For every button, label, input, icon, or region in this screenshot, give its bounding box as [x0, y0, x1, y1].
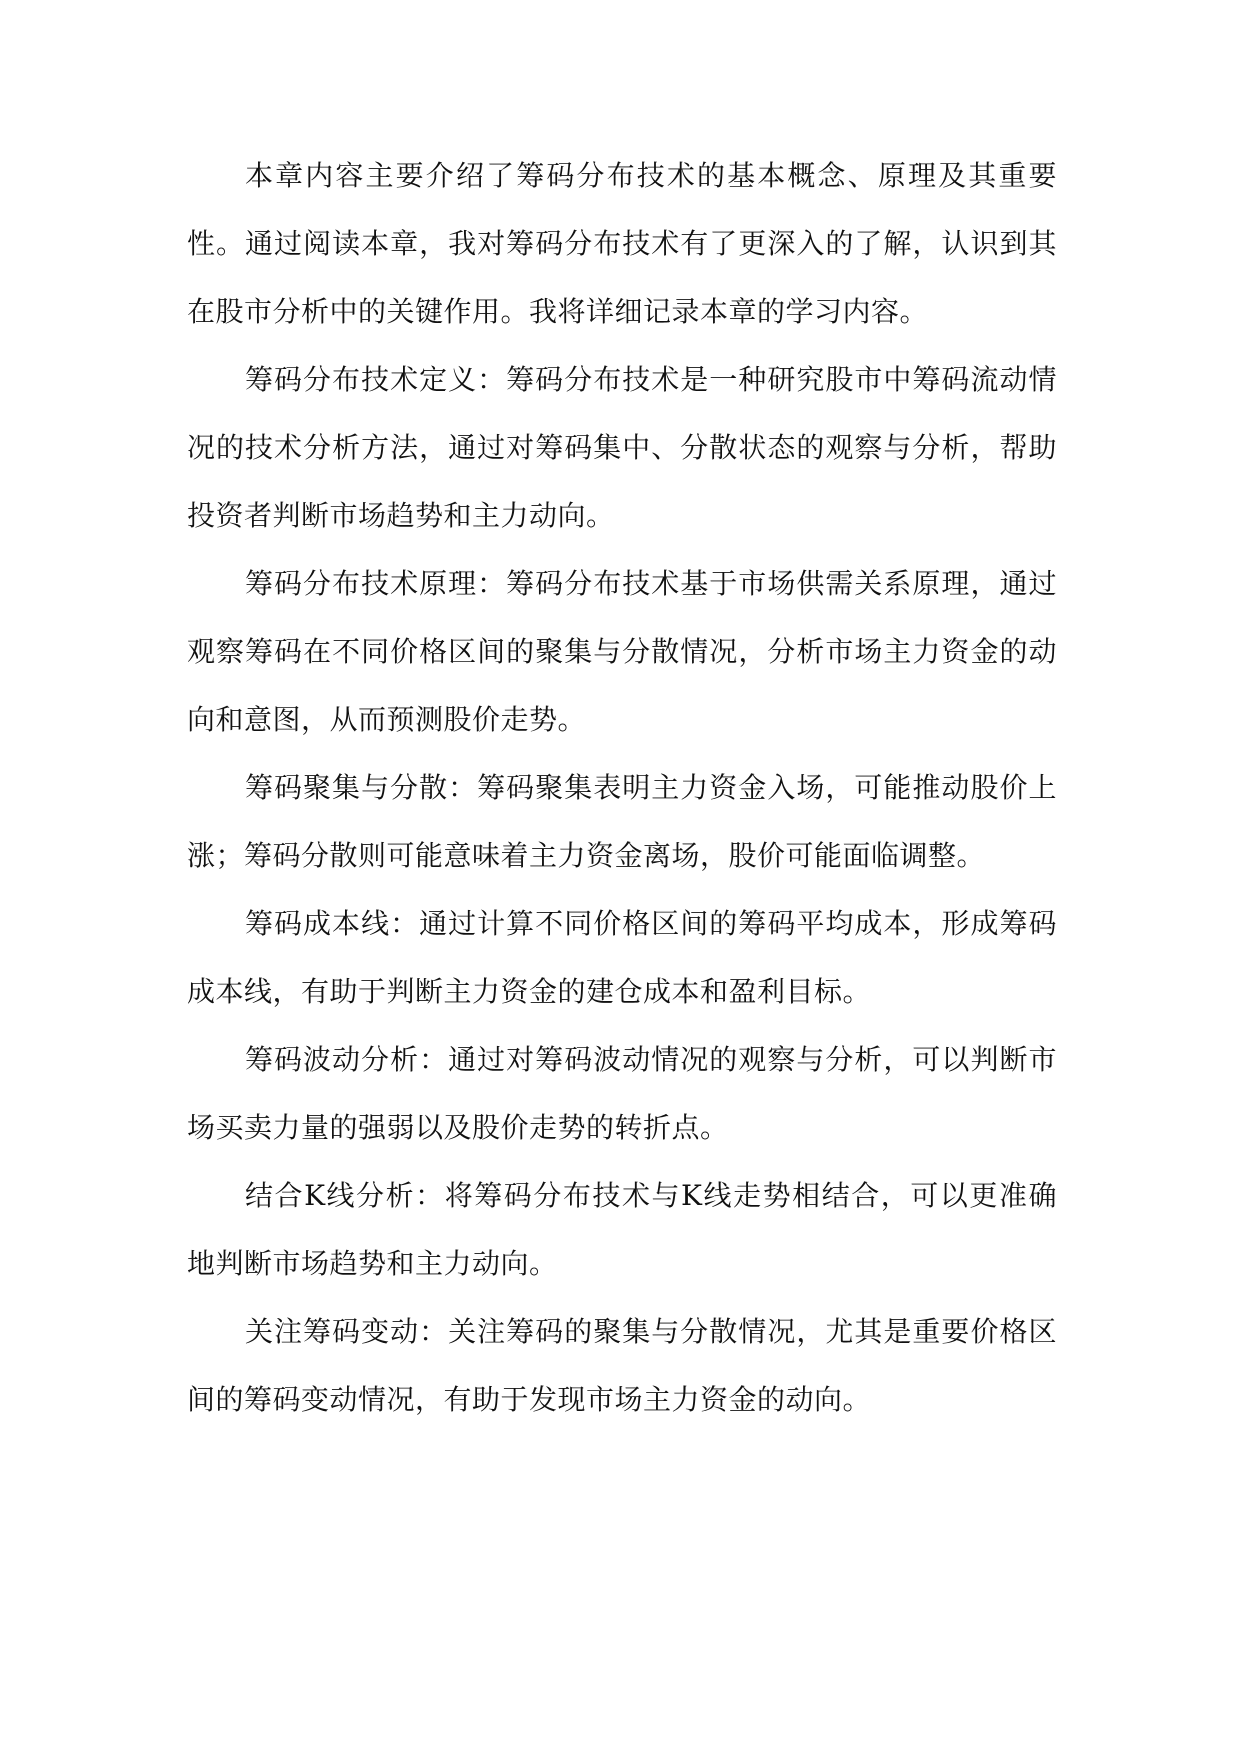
paragraph-k-line: 结合K线分析：将筹码分布技术与K线走势相结合，可以更准确地判断市场趋势和主力动向。: [187, 1179, 1057, 1280]
document-page: [187, 142, 1057, 1434]
paragraph-definition: 筹码分布技术定义：筹码分布技术是一种研究股市中筹码流动情况的技术分析方法，通过对筹码集中、分散状态的观察与分析，帮助投资者判断市场趋势和主力动向。: [187, 363, 1057, 532]
paragraph-cost-line: 筹码成本线：通过计算不同价格区间的筹码平均成本，形成筹码成本线，有助于判断主力资金的建仓成本和盈利目标。: [187, 907, 1057, 1008]
paragraph-changes: 关注筹码变动：关注筹码的聚集与分散情况，尤其是重要价格区间的筹码变动情况，有助于发现市场主力资金的动向。: [187, 1315, 1057, 1416]
paragraph-principle: 筹码分布技术原理：筹码分布技术基于市场供需关系原理，通过观察筹码在不同价格区间的聚集与分散情况，分析市场主力资金的动向和意图，从而预测股价走势。: [187, 567, 1057, 736]
paragraph-fluctuation: 筹码波动分析：通过对筹码波动情况的观察与分析，可以判断市场买卖力量的强弱以及股价走势的转折点。: [187, 1043, 1057, 1144]
paragraph-concentration: 筹码聚集与分散：筹码聚集表明主力资金入场，可能推动股价上涨；筹码分散则可能意味着主力资金离场，股价可能面临调整。: [187, 771, 1057, 872]
paragraph-intro: 本章内容主要介绍了筹码分布技术的基本概念、原理及其重要性。通过阅读本章，我对筹码分布技术有了更深入的了解，认识到其在股市分析中的关键作用。我将详细记录本章的学习内容。: [187, 159, 1057, 328]
